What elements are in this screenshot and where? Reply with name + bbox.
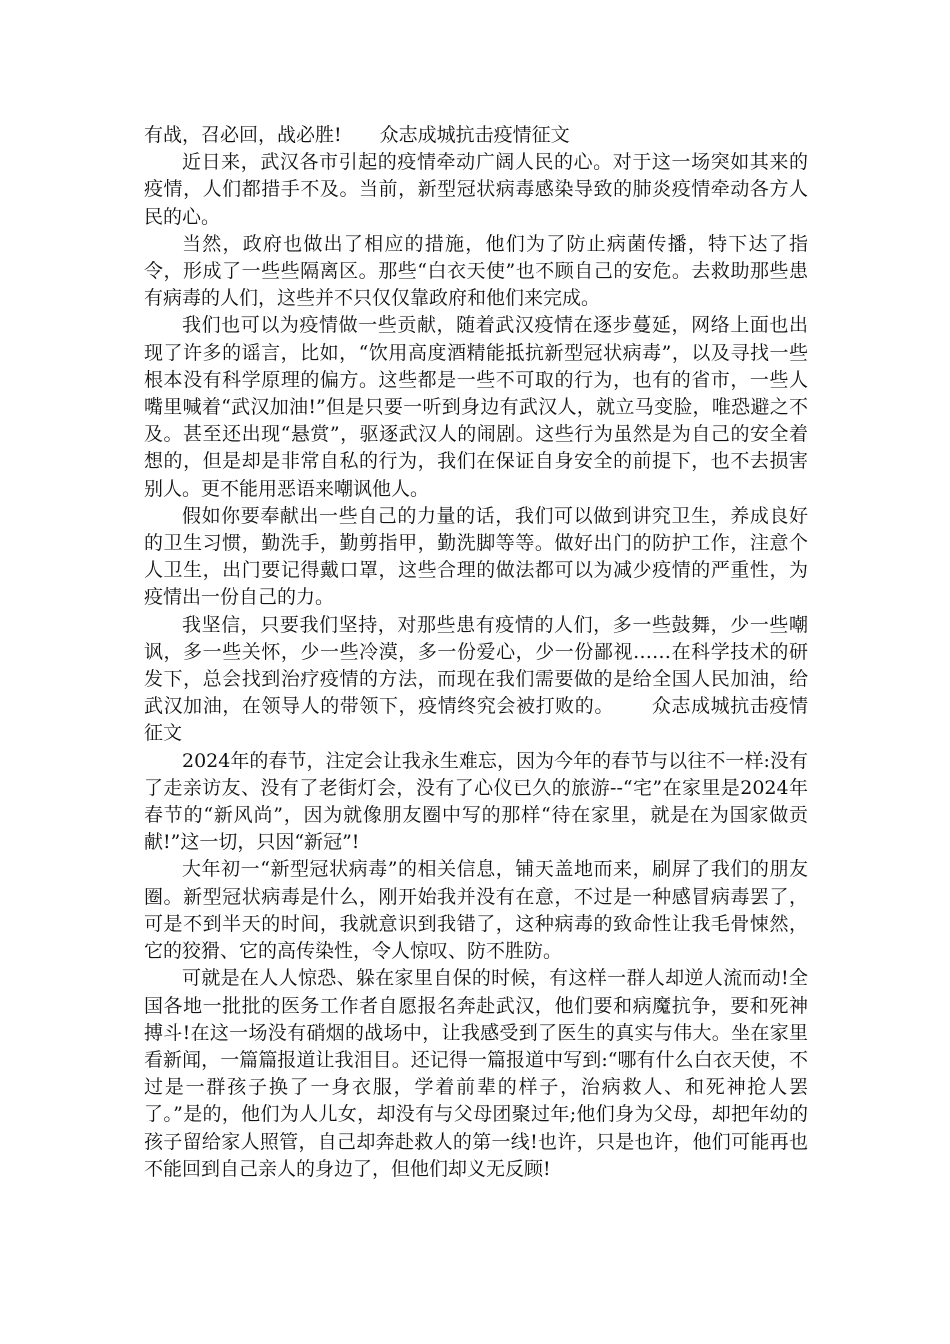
paragraph: 2024年的春节，注定会让我永生难忘，因为今年的春节与以往不一样:没有了走亲访友、没有了老街灯会，没有了心仪已久的旅游--“宅”在家里是2024年春节的“新风尚”，因为就像朋友圈中写的那样“待在家里，就是在为国家做贡献!”这一切，只因“新冠”! (144, 749, 808, 854)
paragraph: 我们也可以为疫情做一些贡献，随着武汉疫情在逐步蔓延，网络上面也出现了许多的谣言，比如，“饮用高度酒精能抵抗新型冠状病毒”，以及寻找一些根本没有科学原理的偏方。这些都是一些不可取的行为，也有的省市，一些人嘴里喊着“武汉加油!”但是只要一听到身边有武汉人，就立马变脸，唯恐避之不及。甚至还出现“悬赏”，驱逐武汉人的闹剧。这些行为虽然是为自己的安全着想的，但是却是非常自私的行为，我们在保证自身安全的前提下，也不去损害别人。更不能用恶语来嘲讽他人。 (144, 314, 808, 500)
opening-line: 有战，召必回，战必胜! (144, 124, 342, 146)
paragraph-with-title (144, 612, 808, 748)
paragraph-text: 我坚信，只要我们坚持，对那些患有疫情的人们，多一些鼓舞，少一些嘲讽，多一些关怀，少一些冷漠，多一份爱心，少一份鄙视……在科学技术的研发下，总会找到治疗疫情的方法，而现在我们需要做的是给全国人民加油，给武汉加油，在领导人的带领下，疫情终究会被打败的。 (144, 613, 808, 718)
paragraph: 大年初一“新型冠状病毒”的相关信息，铺天盖地而来，刷屏了我们的朋友圈。新型冠状病毒是什么，刚开始我并没有在意，不过是一种感冒病毒罢了，可是不到半天的时间，我就意识到我错了，这种病毒的致命性让我毛骨悚然，它的狡猾、它的高传染性，令人惊叹、防不胜防。 (144, 858, 808, 963)
essay-title-1: 众志成城抗击疫情征文 (379, 124, 570, 146)
paragraph: 假如你要奉献出一些自己的力量的话，我们可以做到讲究卫生，养成良好的卫生习惯，勤洗手，勤剪指甲，勤洗脚等等。做好出门的防护工作，注意个人卫生，出门要记得戴口罩，这些合理的做法都可以为减少疫情的严重性，为疫情出一份自己的力。 (144, 504, 808, 609)
document-body (144, 122, 808, 1183)
paragraph: 可就是在人人惊恐、躲在家里自保的时候，有这样一群人却逆人流而动!全国各地一批批的医务工作者自愿报名奔赴武汉，他们要和病魔抗争，要和死神搏斗!在这一场没有硝烟的战场中，让我感受到了医生的真实与伟大。坐在家里看新闻，一篇篇报道让我泪目。还记得一篇报道中写到:“哪有什么白衣天使，不过是一群孩子换了一身衣服，学着前辈的样子，治病救人、和死神抢人罢了。”是的，他们为人儿女，却没有与父母团聚过年;他们身为父母，却把年幼的孩子留给家人照管，自己却奔赴救人的第一线!也许，只是也许，他们可能再也不能回到自己亲人的身边了，但他们却义无反顾! (144, 967, 808, 1180)
essay-title-2: 众志成城抗击疫情征文 (144, 695, 808, 745)
opening-line-paragraph (144, 122, 808, 149)
paragraph: 当然，政府也做出了相应的措施，他们为了防止病菌传播，特下达了指令，形成了一些些隔离区。那些“白衣天使”也不顾自己的安危。去救助那些患有病毒的人们，这些并不只仅仅靠政府和他们来完成。 (144, 232, 808, 310)
paragraph: 近日来，武汉各市引起的疫情牵动广阔人民的心。对于这一场突如其来的疫情，人们都措手不及。当前，新型冠状病毒感染导致的肺炎疫情牵动各方人民的心。 (144, 151, 808, 228)
